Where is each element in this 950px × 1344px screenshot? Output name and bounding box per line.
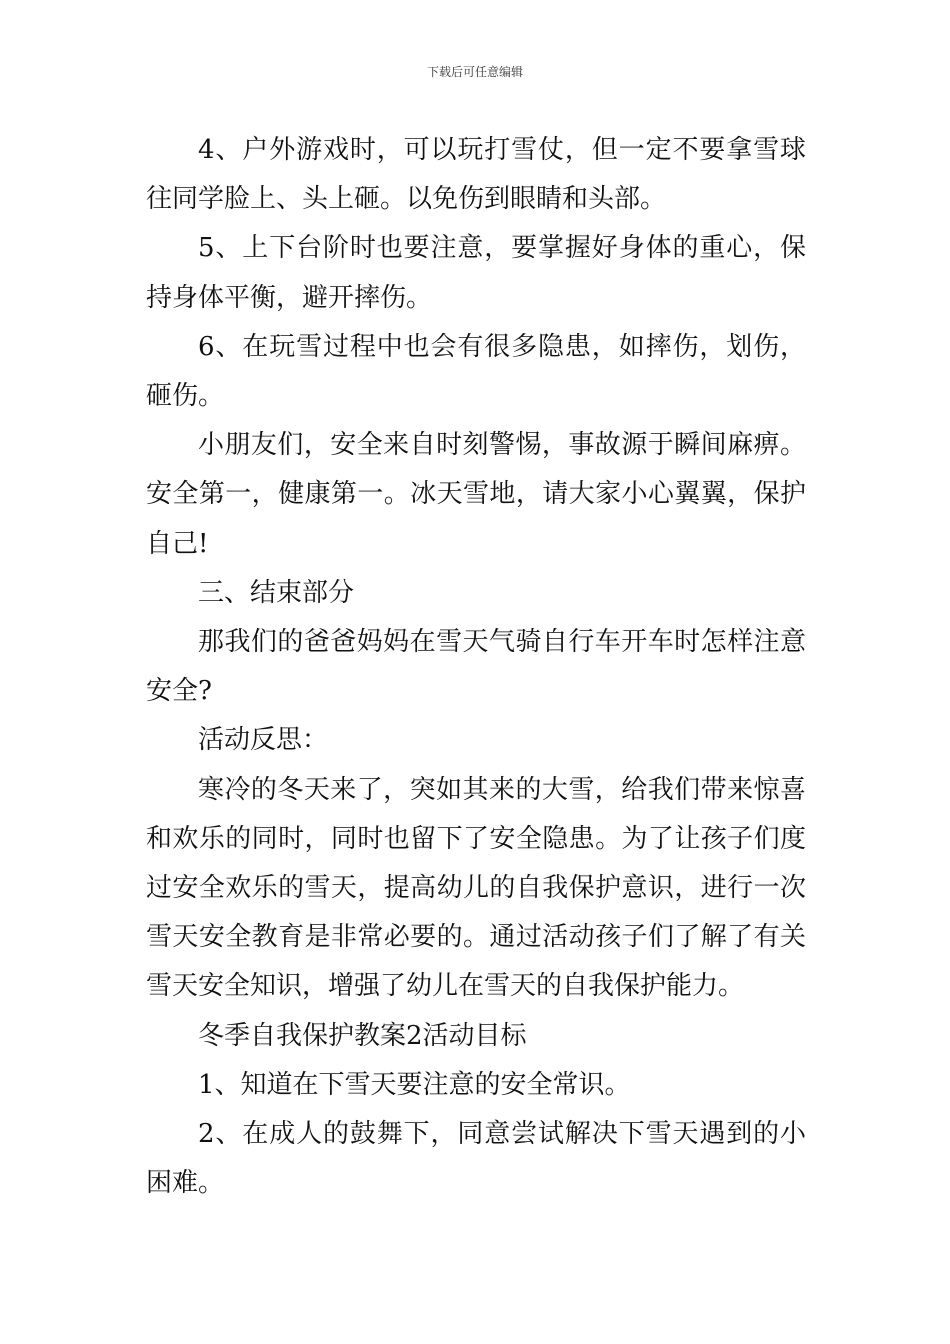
document-body (146, 126, 806, 1208)
section-heading-reflection: 活动反思： (198, 725, 329, 756)
page-header-note: 下载后可任意编辑 (426, 65, 523, 79)
paragraph-reflection: 寒冷的冬天来了，突如其来的大雪，给我们带来惊喜和欢乐的同时，同时也留下了安全隐患。为了让孩子们度过安全欢乐的雪天，提高幼儿的自我保护意识，进行一次雪天安全教育是非常必要的。通过活动孩子们了解了有关雪天安全知识，增强了幼儿在雪天的自我保护能力。 (146, 774, 806, 1002)
paragraph-tip-5: 5、上下台阶时也要注意，要掌握好身体的重心，保持身体平衡，避开摔伤。 (146, 233, 806, 313)
paragraph-tip-4: 4、户外游戏时，可以玩打雪仗，但一定不要拿雪球往同学脸上、头上砸。以免伤到眼睛和头部。 (146, 135, 806, 215)
paragraph-question: 那我们的爸爸妈妈在雪天气骑自行车开车时怎样注意安全? (146, 627, 806, 707)
section-heading-lesson-2: 冬季自我保护教案2活动目标 (198, 1020, 527, 1051)
paragraph-tip-6: 6、在玩雪过程中也会有很多隐患，如摔伤，划伤，砸伤。 (146, 331, 806, 412)
paragraph-safety-reminder: 小朋友们，安全来自时刻警惕，事故源于瞬间麻痹。安全第一，健康第一。冰天雪地，请大家小心翼翼，保护自己! (146, 430, 806, 559)
paragraph-goal-1: 1、知道在下雪天要注意的安全常识。 (198, 1069, 631, 1100)
section-heading-ending: 三、结束部分 (198, 577, 355, 608)
paragraph-goal-2: 2、在成人的鼓舞下，同意尝试解决下雪天遇到的小困难。 (146, 1119, 806, 1199)
